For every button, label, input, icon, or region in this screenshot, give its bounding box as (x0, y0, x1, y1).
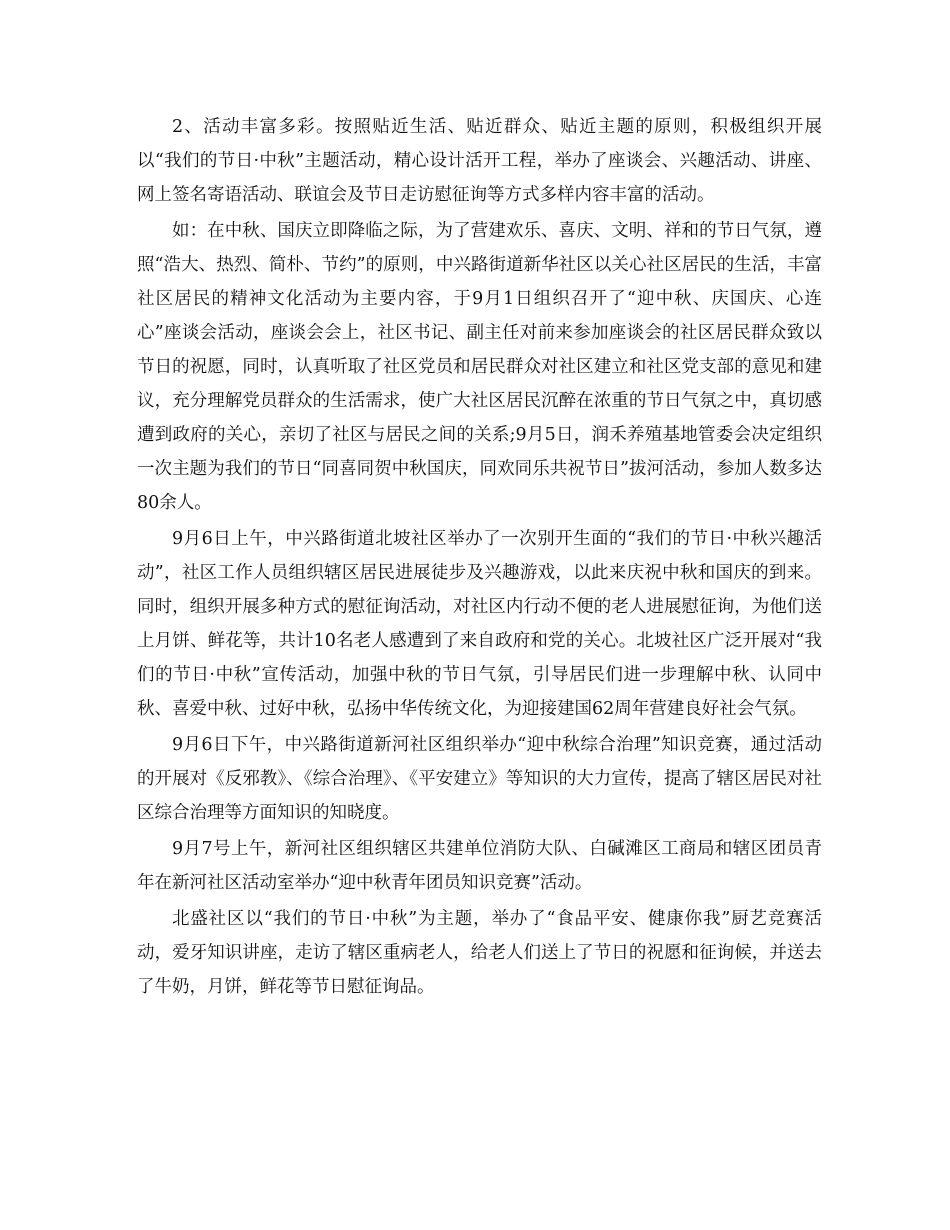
paragraph-beipo-community: 9月6日上午，中兴路街道北坡社区举办了一次别开生面的“我们的节日·中秋兴趣活动”，社区工作人员组织辖区居民进展徒步及兴趣游戏，以此来庆祝中秋和国庆的到来。同时，组织开展多种方式的慰征询活动，对社区内行动不便的老人进展慰征询，为他们送上月饼、鲜花等，共计10名老人感遭到了来自政府和党的关心。北坡社区广泛开展对“我们的节日·中秋”宣传活动，加强中秋的节日气氛，引导居民们进一步理解中秋、认同中秋、喜爱中秋、过好中秋，弘扬中华传统文化，为迎接建国62周年营建良好社会气氛。 (137, 529, 822, 719)
paragraph-beisheng-community: 北盛社区以“我们的节日·中秋”为主题，举办了“食品平安、健康你我”厨艺竞赛活动，爱牙知识讲座，走访了辖区重病老人，给老人们送上了节日的祝愿和征询候，并送去了牛奶，月饼，鲜花等节日慰征询品。 (137, 909, 822, 997)
paragraph-xinhe-quiz: 9月6日下午，中兴路街道新河社区组织举办“迎中秋综合治理”知识竞赛，通过活动的开展对《反邪教》、《综合治理》、《平安建立》等知识的大力宣传，提高了辖区居民对社区综合治理等方面知识的知晓度。 (137, 735, 822, 823)
paragraph-xinhua-community: 如：在中秋、国庆立即降临之际，为了营建欢乐、喜庆、文明、祥和的节日气氛，遵照“浩大、热烈、简朴、节约”的原则，中兴路街道新华社区以关心社区居民的生活，丰富社区居民的精神文化活动为主要内容，于9月1日组织召开了“迎中秋、庆国庆、心连心”座谈会活动，座谈会会上，社区书记、副主任对前来参加座谈会的社区居民群众致以节日的祝愿，同时，认真听取了社区党员和居民群众对社区建立和社区党支部的意见和建议，充分理解党员群众的生活需求，使广大社区居民沉醉在浓重的节日气氛之中，真切感遭到政府的关心，亲切了社区与居民之间的关系;9月5日，润禾养殖基地管委会决定组织一次主题为我们的节日“同喜同贺中秋国庆，同欢同乐共祝节日”拔河活动，参加人数多达80余人。 (137, 221, 822, 513)
paragraph-youth-quiz: 9月7号上午，新河社区组织辖区共建单位消防大队、白碱滩区工商局和辖区团员青年在新河社区活动室举办“迎中秋青年团员知识竞赛”活动。 (137, 839, 822, 893)
document-body (137, 110, 822, 1006)
paragraph-activities-overview: 2、活动丰富多彩。按照贴近生活、贴近群众、贴近主题的原则，积极组织开展以“我们的节日·中秋”主题活动，精心设计活开工程，举办了座谈会、兴趣活动、讲座、网上签名寄语活动、联谊会及节日走访慰征询等方式多样内容丰富的活动。 (137, 117, 822, 205)
